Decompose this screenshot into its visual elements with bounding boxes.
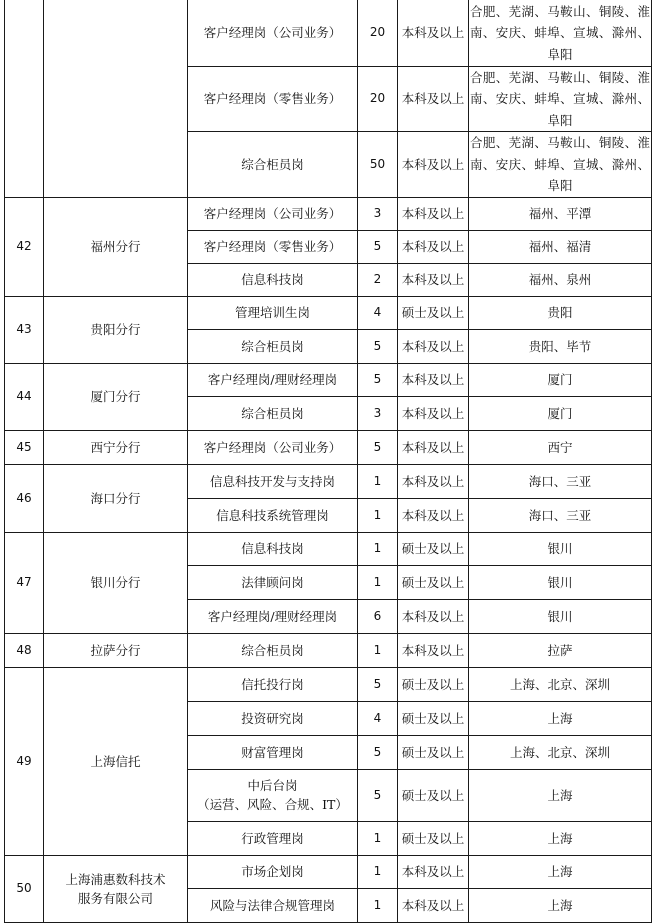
org-cell: 西宁分行 — [44, 430, 188, 464]
position-cell: 客户经理岗/理财经理岗 — [188, 599, 358, 633]
org-cell: 银川分行 — [44, 532, 188, 633]
position-cell: 客户经理岗（公司业务） — [188, 0, 358, 66]
no-cell: 50 — [5, 855, 44, 922]
position-cell: 客户经理岗（零售业务） — [188, 230, 358, 263]
location-cell: 合肥、芜湖、马鞍山、铜陵、淮南、安庆、蚌埠、宣城、滁州、阜阳 — [469, 0, 652, 66]
location-cell: 上海 — [469, 821, 652, 855]
location-cell: 拉萨 — [469, 633, 652, 667]
count-cell: 20 — [358, 0, 398, 66]
position-line: （运营、风险、合规、IT） — [197, 797, 348, 812]
position-cell: 财富管理岗 — [188, 735, 358, 769]
table-row — [5, 464, 652, 498]
degree-cell: 本科及以上 — [398, 263, 469, 296]
degree-cell: 硕士及以上 — [398, 769, 469, 821]
table-row — [5, 296, 652, 329]
count-cell: 1 — [358, 855, 398, 888]
degree-cell: 本科及以上 — [398, 197, 469, 230]
degree-cell: 硕士及以上 — [398, 821, 469, 855]
position-cell: 客户经理岗（零售业务） — [188, 66, 358, 132]
location-cell: 海口、三亚 — [469, 498, 652, 532]
position-cell: 法律顾问岗 — [188, 565, 358, 599]
location-cell: 福州、福清 — [469, 230, 652, 263]
location-cell: 上海、北京、深圳 — [469, 667, 652, 701]
degree-cell: 硕士及以上 — [398, 532, 469, 565]
no-cell: 44 — [5, 363, 44, 430]
location-cell: 上海 — [469, 855, 652, 888]
count-cell: 4 — [358, 296, 398, 329]
degree-cell: 本科及以上 — [398, 599, 469, 633]
degree-cell: 本科及以上 — [398, 66, 469, 132]
count-cell: 1 — [358, 498, 398, 532]
position-line: 中后台岗 — [247, 778, 298, 793]
degree-cell: 硕士及以上 — [398, 296, 469, 329]
count-cell: 5 — [358, 230, 398, 263]
location-cell: 厦门 — [469, 363, 652, 396]
location-cell: 福州、平潭 — [469, 197, 652, 230]
table-row — [5, 667, 652, 701]
degree-cell: 本科及以上 — [398, 498, 469, 532]
no-cell: 45 — [5, 430, 44, 464]
table-row — [5, 532, 652, 565]
org-cell: 厦门分行 — [44, 363, 188, 430]
location-cell: 上海 — [469, 701, 652, 735]
no-cell: 49 — [5, 667, 44, 855]
degree-cell: 硕士及以上 — [398, 701, 469, 735]
location-cell: 银川 — [469, 565, 652, 599]
count-cell: 5 — [358, 430, 398, 464]
position-cell: 客户经理岗（公司业务） — [188, 430, 358, 464]
location-cell: 厦门 — [469, 396, 652, 430]
location-cell: 银川 — [469, 599, 652, 633]
no-cell — [5, 0, 44, 197]
no-cell: 43 — [5, 296, 44, 363]
table-row — [5, 855, 652, 888]
degree-cell: 硕士及以上 — [398, 735, 469, 769]
location-cell: 西宁 — [469, 430, 652, 464]
table-row — [5, 430, 652, 464]
count-cell: 3 — [358, 197, 398, 230]
position-cell: 综合柜员岗 — [188, 329, 358, 363]
org-cell: 海口分行 — [44, 464, 188, 532]
count-cell: 5 — [358, 735, 398, 769]
no-cell: 46 — [5, 464, 44, 532]
count-cell: 1 — [358, 464, 398, 498]
count-cell: 50 — [358, 132, 398, 198]
degree-cell: 本科及以上 — [398, 132, 469, 198]
degree-cell: 本科及以上 — [398, 633, 469, 667]
degree-cell: 本科及以上 — [398, 0, 469, 66]
position-cell: 综合柜员岗 — [188, 132, 358, 198]
degree-cell: 本科及以上 — [398, 888, 469, 922]
count-cell: 5 — [358, 667, 398, 701]
location-cell: 福州、泉州 — [469, 263, 652, 296]
position-cell: 管理培训生岗 — [188, 296, 358, 329]
count-cell: 1 — [358, 633, 398, 667]
degree-cell: 本科及以上 — [398, 464, 469, 498]
degree-cell: 本科及以上 — [398, 430, 469, 464]
table-row — [5, 633, 652, 667]
degree-cell: 本科及以上 — [398, 329, 469, 363]
org-cell — [44, 0, 188, 197]
position-cell: 市场企划岗 — [188, 855, 358, 888]
position-cell: 综合柜员岗 — [188, 633, 358, 667]
degree-cell: 本科及以上 — [398, 855, 469, 888]
position-cell: 客户经理岗/理财经理岗 — [188, 363, 358, 396]
count-cell: 1 — [358, 565, 398, 599]
degree-cell: 本科及以上 — [398, 230, 469, 263]
position-cell: 信息科技开发与支持岗 — [188, 464, 358, 498]
count-cell: 1 — [358, 821, 398, 855]
count-cell: 4 — [358, 701, 398, 735]
no-cell: 47 — [5, 532, 44, 633]
table-row — [5, 363, 652, 396]
count-cell: 5 — [358, 363, 398, 396]
count-cell: 2 — [358, 263, 398, 296]
count-cell: 20 — [358, 66, 398, 132]
org-line: 服务有限公司 — [77, 890, 153, 906]
location-cell: 海口、三亚 — [469, 464, 652, 498]
table-row — [5, 197, 652, 230]
location-cell: 合肥、芜湖、马鞍山、铜陵、淮南、安庆、蚌埠、宣城、滁州、阜阳 — [469, 66, 652, 132]
position-cell — [188, 769, 358, 821]
degree-cell: 本科及以上 — [398, 396, 469, 430]
org-cell: 拉萨分行 — [44, 633, 188, 667]
count-cell: 6 — [358, 599, 398, 633]
count-cell: 1 — [358, 532, 398, 565]
position-cell: 投资研究岗 — [188, 701, 358, 735]
count-cell: 3 — [358, 396, 398, 430]
count-cell: 5 — [358, 329, 398, 363]
org-cell: 贵阳分行 — [44, 296, 188, 363]
location-cell: 银川 — [469, 532, 652, 565]
org-cell: 福州分行 — [44, 197, 188, 296]
location-cell: 上海 — [469, 769, 652, 821]
position-cell: 风险与法律合规管理岗 — [188, 888, 358, 922]
location-cell: 合肥、芜湖、马鞍山、铜陵、淮南、安庆、蚌埠、宣城、滁州、阜阳 — [469, 132, 652, 198]
position-cell: 行政管理岗 — [188, 821, 358, 855]
location-cell: 上海 — [469, 888, 652, 922]
recruitment-table — [4, 0, 652, 923]
position-cell: 信息科技岗 — [188, 263, 358, 296]
location-cell: 上海、北京、深圳 — [469, 735, 652, 769]
position-cell: 信息科技岗 — [188, 532, 358, 565]
degree-cell: 本科及以上 — [398, 363, 469, 396]
table-row — [5, 0, 652, 66]
degree-cell: 硕士及以上 — [398, 667, 469, 701]
position-cell: 客户经理岗（公司业务） — [188, 197, 358, 230]
count-cell: 5 — [358, 769, 398, 821]
position-cell: 信息科技系统管理岗 — [188, 498, 358, 532]
org-cell: 上海信托 — [44, 667, 188, 855]
position-cell: 信托投行岗 — [188, 667, 358, 701]
no-cell: 42 — [5, 197, 44, 296]
org-cell — [44, 855, 188, 922]
count-cell: 1 — [358, 888, 398, 922]
no-cell: 48 — [5, 633, 44, 667]
position-cell: 综合柜员岗 — [188, 396, 358, 430]
location-cell: 贵阳 — [469, 296, 652, 329]
location-cell: 贵阳、毕节 — [469, 329, 652, 363]
org-line: 上海浦惠数科技术 — [65, 871, 166, 887]
degree-cell: 硕士及以上 — [398, 565, 469, 599]
